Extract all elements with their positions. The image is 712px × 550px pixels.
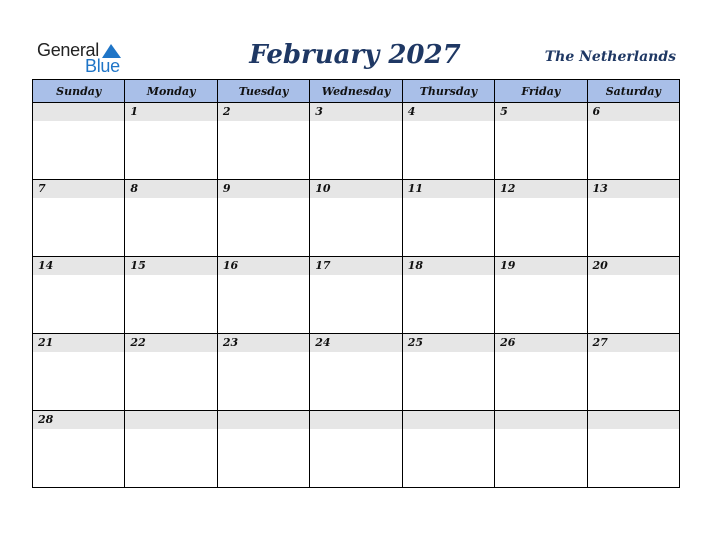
day-number: 19 [500, 259, 516, 272]
day-number: 5 [500, 105, 508, 118]
weekday-wednesday: Wednesday [310, 80, 402, 103]
day-number: 8 [130, 182, 139, 195]
day-bar [310, 334, 401, 352]
day-cell [495, 411, 587, 488]
weekday-saturday: Saturday [587, 80, 679, 103]
day-number: 10 [315, 182, 331, 195]
day-bar [588, 180, 679, 198]
day-cell [587, 180, 679, 257]
day-cell [33, 411, 125, 488]
day-bar [403, 180, 494, 198]
day-cell [310, 411, 402, 488]
day-bar [125, 411, 216, 429]
day-cell [217, 411, 309, 488]
day-bar [125, 257, 216, 275]
day-cell [33, 257, 125, 334]
day-cell [33, 180, 125, 257]
day-bar [495, 411, 586, 429]
day-bar [495, 334, 586, 352]
day-number: 9 [222, 182, 231, 195]
weekday-tuesday: Tuesday [217, 80, 309, 103]
day-cell [217, 334, 309, 411]
day-cell [310, 180, 402, 257]
day-cell [402, 103, 494, 180]
day-number: 12 [500, 182, 516, 195]
day-bar [495, 103, 586, 121]
day-bar [33, 257, 124, 275]
day-cell [587, 103, 679, 180]
day-bar [403, 411, 494, 429]
day-number: 23 [222, 336, 239, 349]
day-number: 27 [592, 336, 608, 349]
day-bar [218, 103, 309, 121]
day-cell [217, 180, 309, 257]
day-bar [403, 334, 494, 352]
day-bar [218, 334, 309, 352]
day-bar [125, 180, 216, 198]
day-bar [33, 180, 124, 198]
day-cell [125, 257, 217, 334]
calendar-title: February 2027 [249, 40, 461, 70]
day-cell [495, 257, 587, 334]
weekday-thursday: Thursday [402, 80, 494, 103]
day-cell [310, 103, 402, 180]
day-cell [587, 411, 679, 488]
day-cell [33, 103, 125, 180]
day-cell [587, 334, 679, 411]
day-bar [218, 411, 309, 429]
weekday-friday: Friday [495, 80, 587, 103]
day-bar [33, 103, 124, 121]
day-bar [310, 411, 401, 429]
day-cell [402, 411, 494, 488]
day-cell [125, 103, 217, 180]
day-cell [217, 257, 309, 334]
day-number: 1 [130, 105, 139, 118]
day-number: 13 [592, 182, 608, 195]
day-cell [402, 257, 494, 334]
day-bar [588, 334, 679, 352]
day-number: 3 [315, 105, 323, 118]
country-label: The Netherlands [544, 49, 676, 65]
day-bar [588, 257, 679, 275]
day-cell [125, 411, 217, 488]
day-number: 16 [222, 259, 239, 272]
logo-blue-text: Blue [85, 56, 120, 76]
week-row [33, 411, 680, 488]
day-number: 2 [222, 105, 231, 118]
day-number: 7 [38, 182, 46, 195]
day-number: 14 [38, 259, 54, 272]
weekday-sunday: Sunday [33, 80, 125, 103]
day-bar [588, 411, 679, 429]
day-cell [587, 257, 679, 334]
day-number: 6 [592, 105, 601, 118]
day-number: 26 [500, 336, 516, 349]
day-bar [310, 180, 401, 198]
day-cell [402, 334, 494, 411]
day-cell [402, 180, 494, 257]
day-cell [495, 103, 587, 180]
week-row [33, 180, 680, 257]
week-row [33, 334, 680, 411]
day-bar [495, 257, 586, 275]
generalblue-logo [37, 40, 127, 74]
day-number: 4 [407, 105, 416, 118]
day-bar [125, 334, 216, 352]
day-cell [495, 334, 587, 411]
day-number: 18 [407, 259, 423, 272]
day-bar [310, 257, 401, 275]
day-bar [403, 103, 494, 121]
day-bar [125, 103, 216, 121]
day-bar [495, 180, 586, 198]
day-number: 20 [592, 259, 608, 272]
day-bar [588, 103, 679, 121]
week-row [33, 257, 680, 334]
day-cell [310, 334, 402, 411]
calendar-grid [32, 79, 680, 488]
day-number: 21 [38, 336, 54, 349]
day-cell [217, 103, 309, 180]
day-cell [310, 257, 402, 334]
week-row [33, 103, 680, 180]
day-bar [218, 180, 309, 198]
day-bar [403, 257, 494, 275]
logo-general-text: General [37, 40, 99, 60]
day-cell [33, 334, 125, 411]
day-number: 17 [315, 259, 331, 272]
weekday-header-row [33, 80, 680, 103]
weekday-monday: Monday [125, 80, 217, 103]
day-cell [125, 334, 217, 411]
day-cell [125, 180, 217, 257]
day-number: 28 [38, 413, 54, 426]
day-number: 15 [130, 259, 146, 272]
day-number: 25 [407, 336, 423, 349]
day-number: 11 [407, 182, 423, 195]
day-bar [33, 334, 124, 352]
day-number: 24 [315, 336, 331, 349]
day-bar [33, 411, 124, 429]
day-number: 22 [130, 336, 146, 349]
day-bar [218, 257, 309, 275]
day-bar [310, 103, 401, 121]
day-cell [495, 180, 587, 257]
